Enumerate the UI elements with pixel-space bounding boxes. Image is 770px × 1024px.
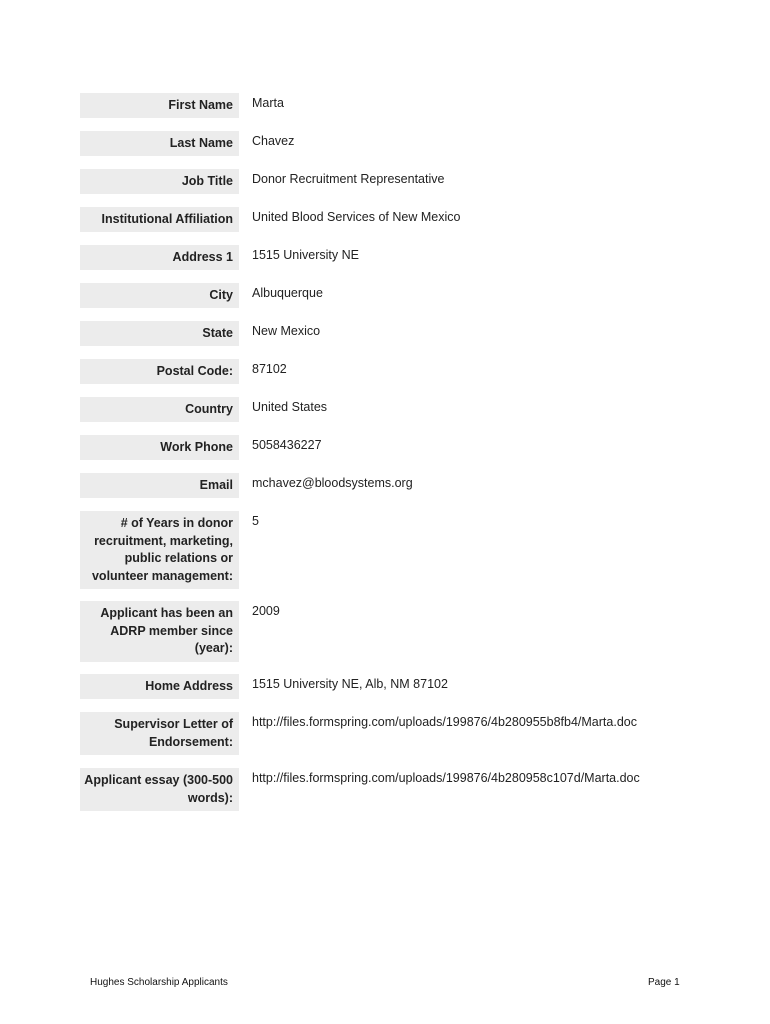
field-value: Chavez xyxy=(252,134,295,148)
field-value: mchavez@bloodsystems.org xyxy=(252,476,413,490)
field-value: Marta xyxy=(252,96,284,110)
field-label: Home Address xyxy=(80,674,239,699)
field-value: Donor Recruitment Representative xyxy=(252,172,445,186)
field-label: Supervisor Letter of Endorsement: xyxy=(80,712,239,755)
field-value: United Blood Services of New Mexico xyxy=(252,210,461,224)
field-label: Address 1 xyxy=(80,245,239,270)
field-label: Postal Code: xyxy=(80,359,239,384)
field-label: Work Phone xyxy=(80,435,239,460)
field-value: 1515 University NE xyxy=(252,248,359,262)
field-value: 5058436227 xyxy=(252,438,322,452)
footer-page-number: Page 1 xyxy=(648,977,680,988)
field-value: Albuquerque xyxy=(252,286,323,300)
field-label: Email xyxy=(80,473,239,498)
field-label: State xyxy=(80,321,239,346)
field-value: 87102 xyxy=(252,362,287,376)
field-value: 5 xyxy=(252,514,259,528)
field-label: # of Years in donor recruitment, marketing, public relations or volunteer management: xyxy=(80,511,239,589)
field-value: 2009 xyxy=(252,604,280,618)
field-label: Applicant has been an ADRP member since (year): xyxy=(80,601,239,662)
field-value: United States xyxy=(252,400,328,414)
field-label: City xyxy=(80,283,239,308)
field-value: New Mexico xyxy=(252,324,321,338)
field-label: Job Title xyxy=(80,169,239,194)
field-value: 1515 University NE, Alb, NM 87102 xyxy=(252,677,448,691)
field-label: Last Name xyxy=(80,131,239,156)
footer-document-title: Hughes Scholarship Applicants xyxy=(90,977,228,988)
field-value-link[interactable]: http://files.formspring.com/uploads/199876/4b280958c107d/Marta.doc xyxy=(252,771,640,785)
field-label: First Name xyxy=(80,93,239,118)
field-value-link[interactable]: http://files.formspring.com/uploads/199876/4b280955b8fb4/Marta.doc xyxy=(252,715,637,729)
field-label: Institutional Affiliation xyxy=(80,207,239,232)
field-label: Applicant essay (300-500 words): xyxy=(80,768,239,811)
field-label: Country xyxy=(80,397,239,422)
